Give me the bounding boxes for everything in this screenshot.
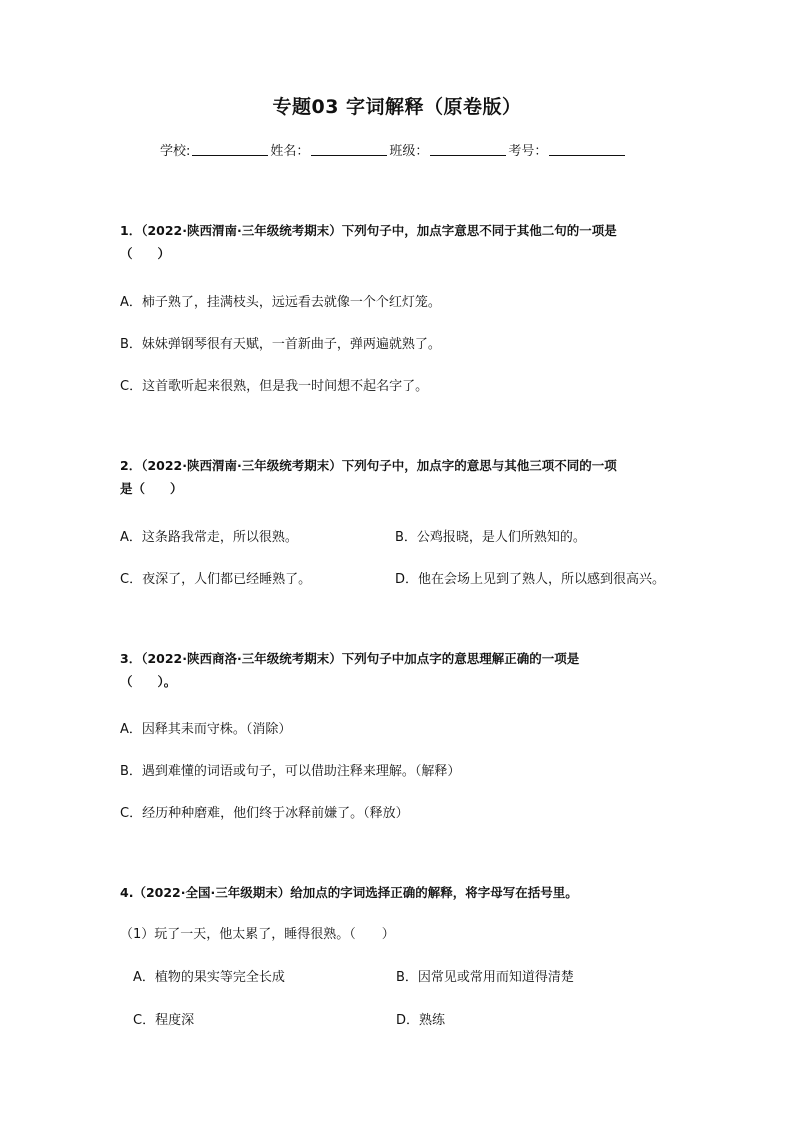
class-label: 班级：: [389, 144, 429, 159]
question-2-option-d: D．他在会场上见到了熟人，所以感到很高兴。: [395, 572, 666, 587]
question-1-stem: 1．（2022·陕西渭南·三年级统考期末）下列句子中，加点字意思不同于其他二句的一项是: [120, 223, 617, 238]
question-4-option-a: A．植物的果实等完全长成: [133, 970, 285, 985]
question-4-option-c: C．程度深: [133, 1013, 195, 1028]
question-2-stem: 2．（2022·陕西渭南·三年级统考期末）下列句子中，加点字的意思与其他三项不同的一项: [120, 458, 617, 473]
question-4-option-b: B．因常见或常用而知道得清楚: [396, 970, 574, 985]
question-4-option-d: D．熟练: [396, 1013, 446, 1028]
question-4-stem: 4.（2022·全国·三年级期末）给加点的字词选择正确的解释，将字母写在括号里。: [120, 885, 578, 900]
question-2: [120, 454, 680, 500]
question-3-option-b: B．遇到难懂的词语或句子，可以借助注释来理解。（解释）: [120, 764, 461, 779]
question-2-option-c: C．夜深了，人们都已经睡熟了。: [120, 572, 312, 587]
name-blank[interactable]: [311, 154, 387, 156]
question-2-option-a: A．这条路我常走，所以很熟。: [120, 530, 298, 545]
name-label: 姓名：: [270, 144, 310, 159]
question-1-stem-bracket: （ ）: [120, 246, 171, 261]
exam-no-label: 考号：: [508, 144, 548, 159]
question-2-option-b: B．公鸡报晓，是人们所熟知的。: [395, 530, 586, 545]
school-blank[interactable]: [192, 154, 268, 156]
student-info-line: [160, 140, 640, 159]
school-label: 学校:: [160, 144, 191, 159]
question-3-option-a: A．因释其耒而守株。（消除）: [120, 722, 292, 737]
question-3-option-c: C．经历种种磨难，他们终于冰释前嫌了。（释放）: [120, 806, 409, 821]
question-2-stem-bracket: 是（ ）: [120, 481, 183, 496]
question-4: [120, 881, 680, 904]
class-blank[interactable]: [430, 154, 506, 156]
question-1-option-c: C．这首歌听起来很熟，但是我一时间想不起名字了。: [120, 379, 429, 394]
question-3: [120, 647, 680, 693]
question-1-option-b: B．妹妹弹钢琴很有天赋，一首新曲子，弹两遍就熟了。: [120, 337, 441, 352]
question-3-stem-bracket: （ ）。: [120, 674, 177, 689]
page-title: 专题03 字词解释（原卷版）: [272, 96, 522, 118]
question-4-subquestion-1: （1）玩了一天，他太累了，睡得很熟。（ ）: [120, 927, 395, 942]
question-1-option-a: A．柿子熟了，挂满枝头，远远看去就像一个个红灯笼。: [120, 295, 441, 310]
question-1: [120, 219, 680, 265]
exam-no-blank[interactable]: [549, 154, 625, 156]
question-3-stem: 3．（2022·陕西商洛·三年级统考期末）下列句子中加点字的意思理解正确的一项是: [120, 651, 580, 666]
